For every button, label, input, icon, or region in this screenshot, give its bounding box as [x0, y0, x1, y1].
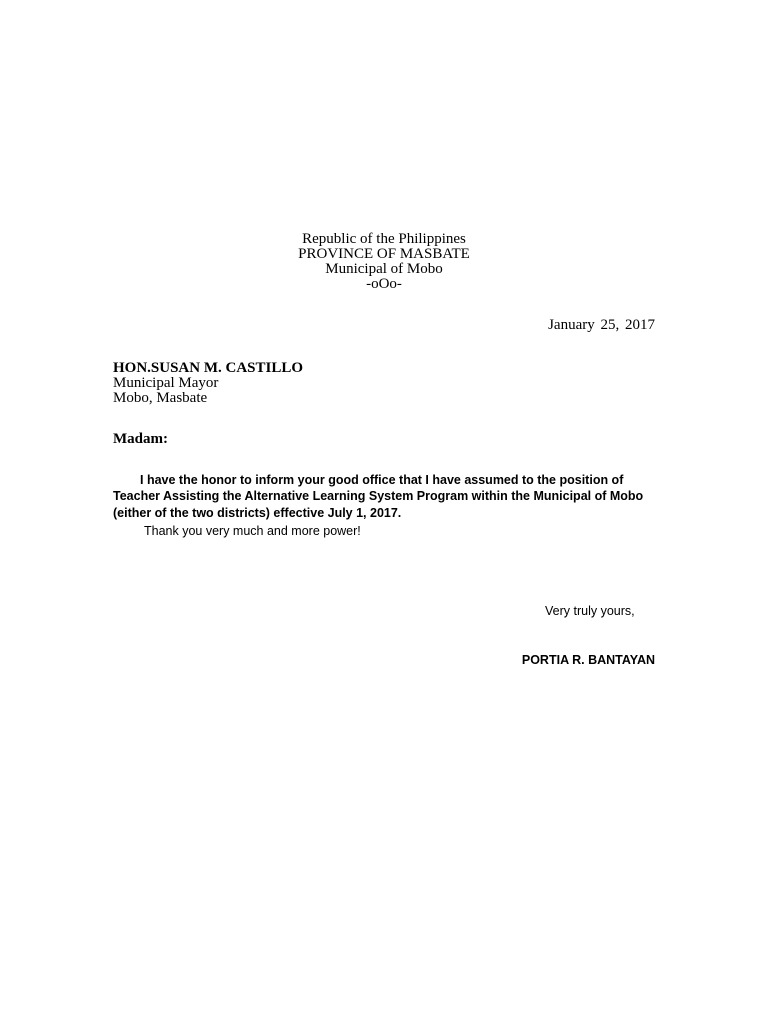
- complimentary-close: Very truly yours,: [545, 604, 635, 618]
- addressee-block: [113, 361, 303, 406]
- addressee-title: Municipal Mayor: [113, 375, 219, 391]
- body-paragraph: I have the honor to inform your good office that I have assumed to the position of Teacher Assisting the Alternative Learning System Program within the Municipal of Mobo (either of the two districts) effective July 1, 2017.: [113, 472, 644, 520]
- letterhead-province: PROVINCE OF MASBATE: [298, 246, 470, 262]
- letterhead: [234, 232, 534, 292]
- salutation: Madam:: [113, 431, 168, 447]
- addressee-name: HON.SUSAN M. CASTILLO: [113, 360, 304, 376]
- letterhead-ornament: -oOo-: [366, 276, 402, 292]
- letterhead-country: Republic of the Philippines: [302, 231, 466, 247]
- addressee-location: Mobo, Masbate: [113, 390, 208, 406]
- letterhead-municipality: Municipal of Mobo: [325, 261, 443, 277]
- letter-date: January 25, 2017: [548, 317, 655, 333]
- signatory-name: PORTIA R. BANTAYAN: [521, 653, 655, 667]
- thanks-line: Thank you very much and more power!: [144, 524, 361, 538]
